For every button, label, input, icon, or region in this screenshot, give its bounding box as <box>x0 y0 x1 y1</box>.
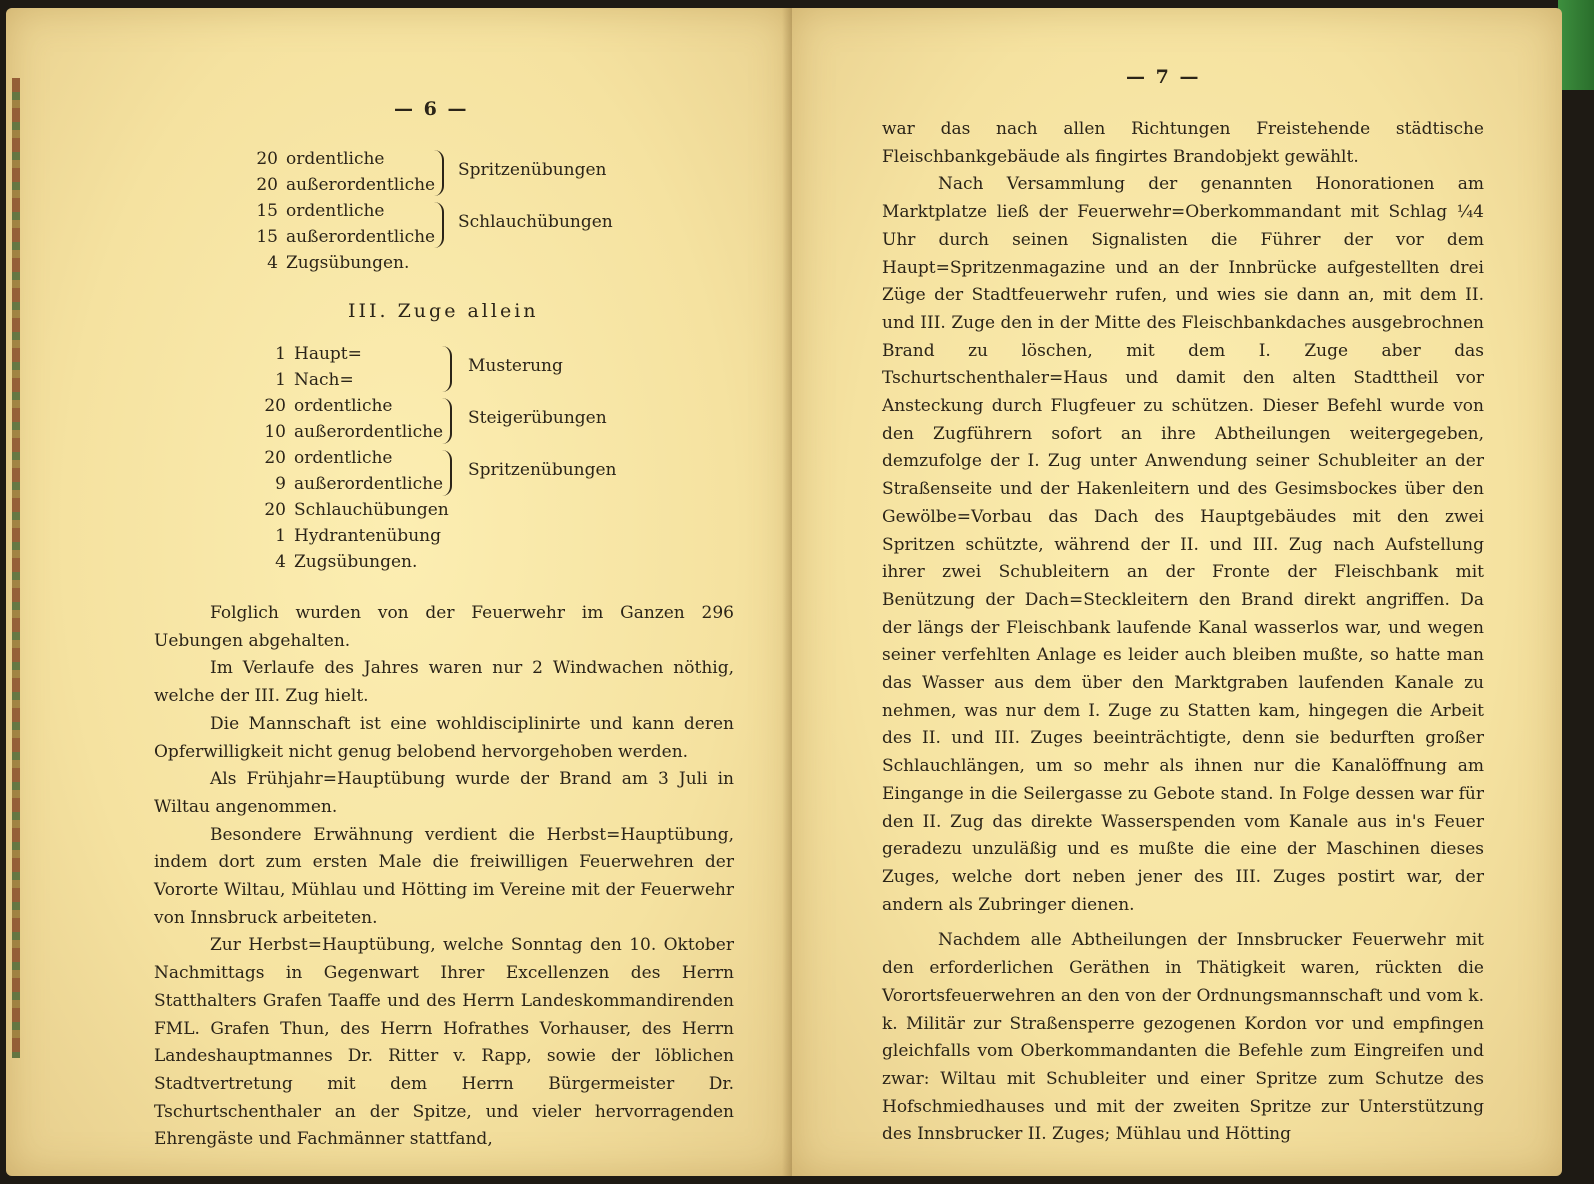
exercise-list-2 <box>256 341 449 575</box>
page-number-left: — 6 — <box>394 98 469 120</box>
book-edge-decoration <box>12 78 20 1058</box>
list-item: 9 außerordentliche <box>275 474 444 494</box>
paragraph: Im Verlaufe des Jahres waren nur 2 Windwachen nöthig, welche der III. Zug hielt. <box>154 658 734 707</box>
list-item: 15 außerordentliche <box>256 227 436 247</box>
paragraph: Zur Herbst=Hauptübung, welche Sonntag den 10. Oktober Nachmittags in Gegenwart Ihrer Excellenzen des Herrn Statthalters Grafen Taaffe und des Herrn Landeskommandirenden FML. Grafen Thun, des Herrn Hofrathes Vorhauser, des Herrn Landeshauptmannes Dr. Ritter v. Rapp, sowie der löblichen Stadtvertretung mit dem Herrn Bürgermeister Dr. Tschurtschenthaler an der Spitze, und vieler hervorragenden Ehrengäste und Fachmänner stattfand, <box>154 935 734 1150</box>
list-item: 1 Nach= <box>275 370 354 390</box>
paragraph: Folglich wurden von der Feuerwehr im Ganzen 296 Uebungen abgehalten. <box>154 603 734 651</box>
exercise-list-1 <box>250 146 435 276</box>
paragraph: Nach Versammlung der genannten Honorationen am Marktplatze ließ der Feuerwehr=Oberkommandant mit Schlag ¼4 Uhr durch seinen Signalisten die Führer der vor dem Haupt=Spritzenmagazine und an der Innbrücke aufgestellten drei Züge der Stadtfeuerwehr rufen, und wies sie dann an, mit dem II. und III. Zuge den in der Mitte des Fleischbankdaches ausgebrochnen Brand zu löschen, mit dem I. Zuge aber das Tschurtschenthaler=Haus und damit den alten Stadttheil vor Ansteckung durch Flugfeuer zu schützen. Dieser Befehl wurde von den Zugführern sofort an ihre Abtheilungen weitergegeben, demzufolge der I. Zug unter Anwendung seiner Schubleiter an der Straßenseite und der Hakenleitern und des Gesimsbockes über den Gewölbe=Vorbau das Dach des Hauptgebäudes mit den zwei Spritzen schützte, während der II. und III. Zug nach Aufstellung ihrer zwei Schubleitern an der Fronte der Fleischbank mit Benützung der Dach=Steckleitern den Brand direkt angriffen. Da der längs der Fleischbank laufende Kanal wasserlos war, und wegen seiner verfehlten Anlage es leider auch bleiben mußte, so hatte man das Wasser aus dem über den Marktgraben laufenden Kanale zu nehmen, was nur dem I. Zuge zu Statten kam, hingegen die Arbeit des II. und III. Zuges beeinträchtigte, denn sie bedurften großer Schlauchlängen, um so mehr als ihnen nur die Kanalöffnung am Eingange in die Seilergasse zu Gebote stand. In Folge dessen war für den II. Zug das direkte Wasserspenden vom Kanale aus in's Feuer geradezu unzuläßig und es mußte die eine der Maschinen dieses Zuges, welche dort neben jener des III. Zuges postirt war, der andern als Zubringer dienen. <box>882 174 1484 915</box>
brace <box>442 450 452 496</box>
section-heading: III. Zuge allein <box>348 300 539 322</box>
body-text-left <box>154 600 734 1154</box>
list-item: 4 Zugsübungen. <box>275 552 418 572</box>
body-text-right <box>882 116 1484 1149</box>
brace <box>434 202 444 248</box>
list-item: 20 Schlauchübungen <box>264 500 449 520</box>
list-item: 15 ordentliche <box>256 201 385 221</box>
list-item: 20 ordentliche <box>264 396 393 416</box>
group-label: Spritzenübungen <box>458 160 607 180</box>
list-item: 1 Haupt= <box>275 344 362 364</box>
paragraph: Nachdem alle Abtheilungen der Innsbrucker Feuerwehr mit den erforderlichen Geräthen in Thätigkeit waren, rückten die Vorortsfeuerwehren an den von der Ordnungsmannschaft und vom k. k. Militär zur Straßensperre gezogenen Kordon vor und empfingen gleichfalls vom Oberkommandanten die Befehle zum Eingreifen und zwar: Wiltau mit Schubleiter und einer Spritze zum Schutze des Hofschmiedhauses und mit der zweiten Spritze zur Unterstützung des Innsbrucker II. Zuges; Mühlau und Hötting <box>882 930 1484 1145</box>
brace <box>442 346 452 392</box>
group-label: Schlauchübungen <box>458 212 613 232</box>
page-number-right: — 7 — <box>1126 66 1201 88</box>
desk-green-edge <box>1558 0 1594 90</box>
group-label: Spritzenübungen <box>468 460 617 480</box>
group-label: Musterung <box>468 356 563 376</box>
paragraph: Besondere Erwähnung verdient die Herbst=Hauptübung, indem dort zum ersten Male die freiwilligen Feuerwehren der Vororte Wiltau, Mühlau und Hötting im Vereine mit der Feuerwehr von Innsbruck arbeiteten. <box>154 824 734 928</box>
left-page <box>6 8 792 1176</box>
brace <box>434 150 444 196</box>
list-item: 20 ordentliche <box>264 448 393 468</box>
brace <box>442 398 452 444</box>
list-item: 20 ordentliche <box>256 149 385 169</box>
list-item: 10 außerordentliche <box>264 422 444 442</box>
group-label: Steigerübungen <box>468 408 607 428</box>
right-page <box>792 8 1562 1176</box>
paragraph: Als Frühjahr=Hauptübung wurde der Brand am 3 Juli in Wiltau angenommen. <box>154 769 734 817</box>
paragraph: war das nach allen Richtungen Freistehende städtische Fleischbankgebäude als fingirtes Brandobjekt gewählt. <box>882 119 1484 167</box>
list-item: 1 Hydrantenübung <box>275 526 441 546</box>
list-item: 20 außerordentliche <box>256 175 436 195</box>
list-item: 4 Zugsübungen. <box>267 253 410 273</box>
paragraph: Die Mannschaft ist eine wohldisciplinirte und kann deren Opferwilligkeit nicht genug belobend hervorgehoben werden. <box>154 713 734 762</box>
